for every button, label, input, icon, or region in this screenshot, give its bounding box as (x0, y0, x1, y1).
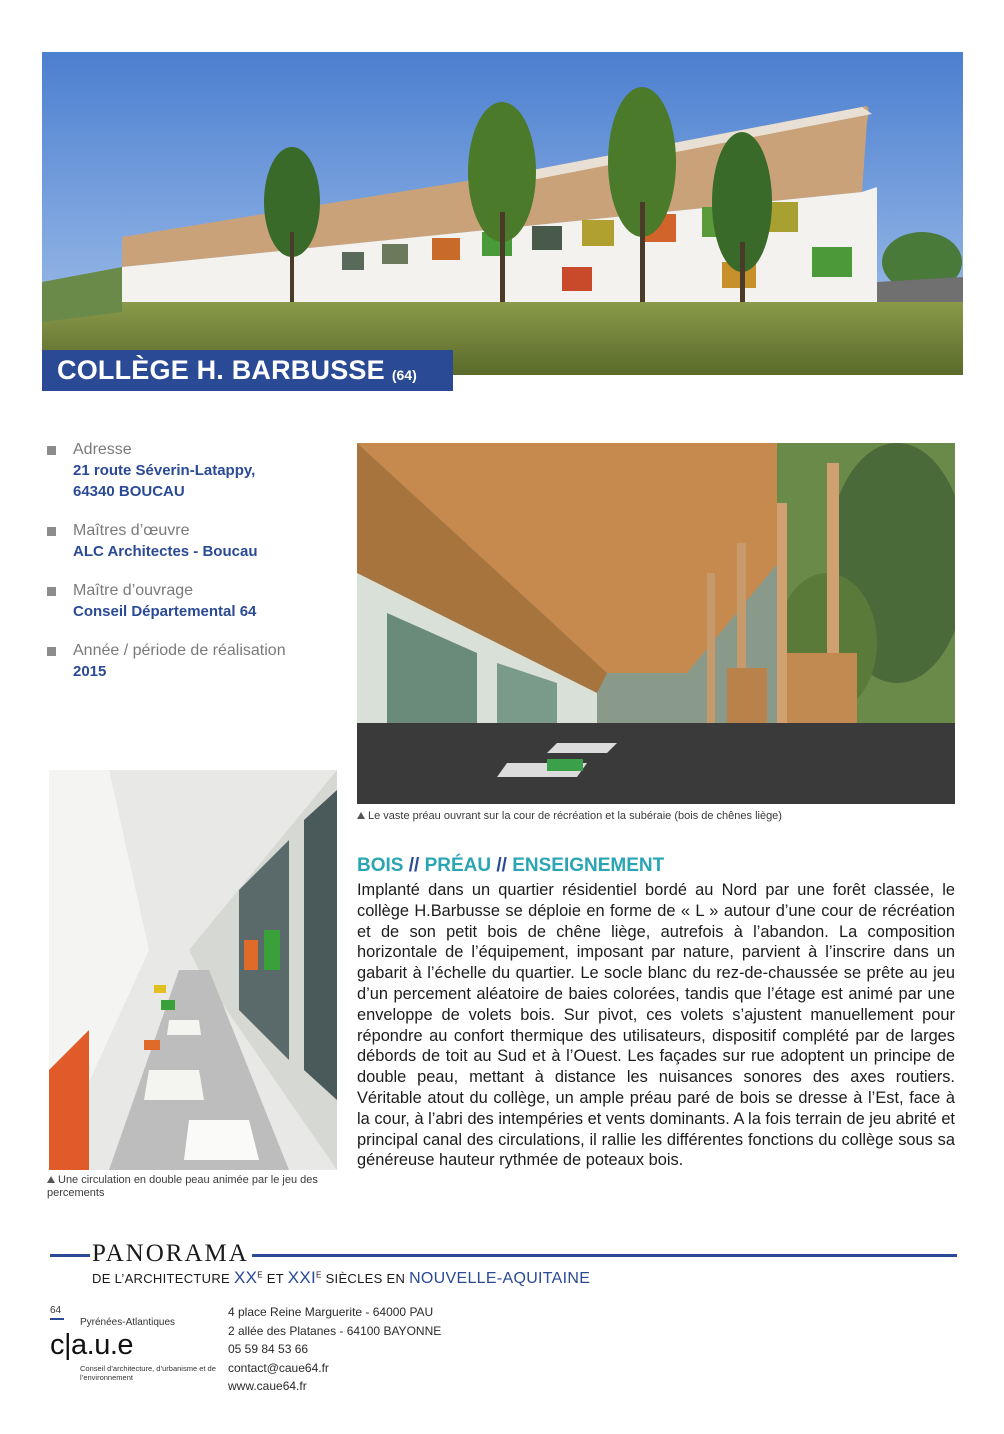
info-label: Maître d’ouvrage (73, 582, 194, 599)
info-item-year (47, 641, 337, 682)
divider-line (50, 1254, 90, 1257)
title-band (42, 350, 453, 391)
panorama-subtitle (92, 1268, 590, 1288)
panorama-title: PANORAMA (92, 1240, 249, 1267)
tag-wood: BOIS (357, 855, 404, 876)
divider-line (252, 1254, 957, 1257)
website-link[interactable]: www.caue64.fr (228, 1379, 307, 1393)
hero-photo (42, 52, 963, 375)
circulation-photo (49, 770, 337, 1170)
square-bullet-icon (47, 587, 56, 596)
email-link[interactable]: contact@caue64.fr (228, 1360, 329, 1375)
info-list (47, 440, 337, 701)
caue-description: Conseil d’architecture, d’urbanisme et de l’environnement (80, 1364, 216, 1382)
century-suffix: E (316, 1270, 322, 1280)
description-paragraph: Implanté dans un quartier résidentiel bordé au Nord par une forêt classée, le collège H.Barbusse se déploie en forme de « L » autour d’une cour de récréation et de son petit bois de chêne liège, autrefois à l’abandon. La composition horizontale de l’équipement, imposant par nature, parvient à l’inscrire dans un gabarit à l’échelle du quartier. Le socle blanc du rez-de-chaussée se prête au jeu d’un percement aléatoire de baies colorées, tandis que l’étage est animé par une enveloppe de volets bois. Sur pivot, ces volets s’ajustent manuellement pour répondre au confort thermique des utilisateurs, dispositif complété par de larges débords de toit au Sud et à l’Ouest. Les façades sur rue adoptent un principe de double peau, mettant à distance les nuisances sonores des axes routiers. Véritable atout du collège, un ample préau paré de bois se dresse à l’Est, face à la cour, à l’abri des intempéries et vents dominants. A la fois terrain de jeu abrité et principal canal des circulations, il rallie les différentes fonctions du collège sous sa généreuse hauteur rythmée de poteaux bois. (357, 881, 955, 1170)
info-label: Année / période de réalisation (73, 642, 286, 659)
subtitle-prefix: DE L’ARCHITECTURE (92, 1271, 231, 1286)
tag-preau: PRÉAU (424, 855, 492, 876)
address-bayonne: 2 allée des Platanes - 64100 BAYONNE (228, 1323, 442, 1338)
college-exterior-image (42, 52, 963, 375)
info-value: 64340 BOUCAU (73, 483, 185, 500)
preau-photo (357, 443, 955, 804)
department-code: (64) (391, 366, 417, 383)
square-bullet-icon (47, 527, 56, 536)
caue-logo-block (50, 1305, 220, 1382)
contact-block (228, 1303, 441, 1396)
address-pau: 4 place Reine Marguerite - 64000 PAU (228, 1305, 434, 1319)
circulation-image (49, 770, 337, 1170)
century-suffix: E (257, 1270, 263, 1280)
tag-separator: // (408, 855, 420, 876)
region-name: NOUVELLE-AQUITAINE (409, 1270, 591, 1287)
square-bullet-icon (47, 446, 56, 455)
caue-logo: c|a.u.e (50, 1329, 134, 1361)
info-item-architects (47, 521, 337, 562)
theme-tags (357, 855, 664, 877)
info-value: 2015 (73, 663, 107, 680)
subtitle-and: ET (266, 1271, 284, 1286)
tag-separator: // (496, 855, 507, 876)
preau-caption (357, 810, 957, 823)
caption-text: Une circulation en double peau animée par le jeu des percements (47, 1174, 318, 1199)
caption-text: Le vaste préau ouvrant sur la cour de récréation et la subéraie (bois de chênes liège) (368, 810, 782, 822)
tag-education: ENSEIGNEMENT (512, 855, 665, 876)
caue-number: 64 (50, 1305, 62, 1316)
info-item-client (47, 581, 337, 622)
info-item-address (47, 440, 337, 502)
info-label: Maîtres d’œuvre (73, 522, 190, 539)
circulation-caption (47, 1174, 339, 1200)
century-21: XXI (287, 1268, 316, 1287)
phone-number: 05 59 84 53 66 (228, 1342, 309, 1356)
info-value: 21 route Séverin-Latappy, (73, 462, 256, 479)
preau-image (357, 443, 955, 804)
page-title: COLLÈGE H. BARBUSSE (57, 355, 385, 385)
caue-region: Pyrénées-Atlantiques (80, 1317, 176, 1328)
subtitle-centuries: SIÈCLES EN (325, 1271, 406, 1286)
century-20: XX (233, 1268, 258, 1287)
triangle-up-icon (357, 812, 365, 819)
square-bullet-icon (47, 647, 56, 656)
caue-dash (50, 1318, 64, 1320)
triangle-up-icon (47, 1176, 55, 1183)
info-label: Adresse (73, 441, 132, 458)
info-value: Conseil Départemental 64 (73, 603, 257, 620)
info-value: ALC Architectes - Boucau (73, 543, 258, 560)
